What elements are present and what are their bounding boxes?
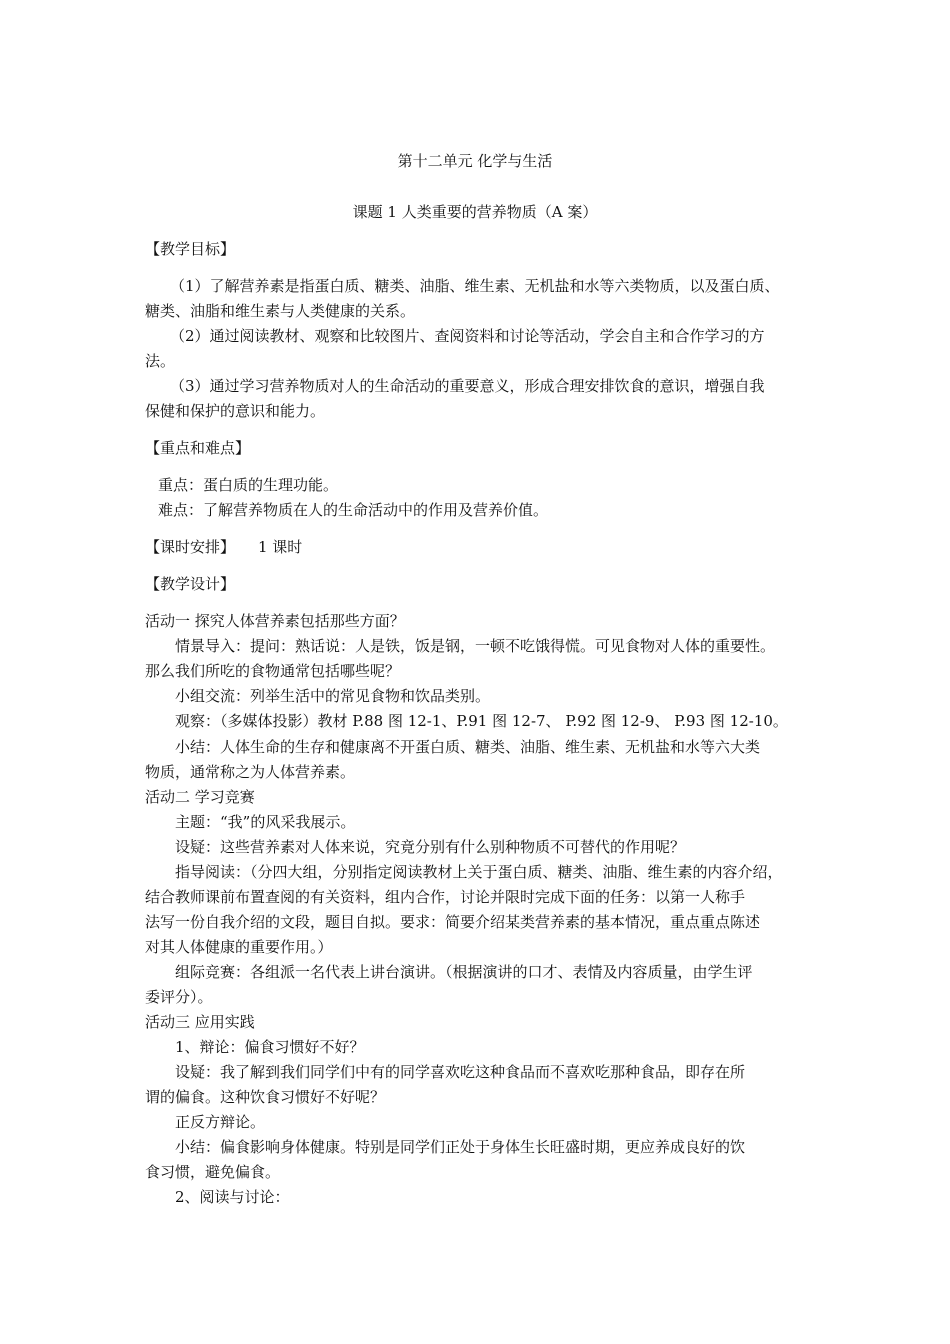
activity1-line: 观察：（多媒体投影）教材 P.88 图 12-1、P.91 图 12-7、 P.92 图 12-9、 P.93 图 12-10。 bbox=[175, 712, 788, 730]
activity1-line: 物质，通常称之为人体营养素。 bbox=[145, 763, 356, 781]
schedule-value: 1 课时 bbox=[258, 538, 303, 556]
activity2-line: 设疑：这些营养素对人体来说，究竟分别有什么别种物质不可替代的作用呢？ bbox=[175, 838, 686, 856]
activity1-title: 活动一 探究人体营养素包括那些方面？ bbox=[145, 612, 405, 630]
objective-line: 保健和保护的意识和能力。 bbox=[145, 402, 326, 420]
activity3-line: 食习惯，避免偏食。 bbox=[145, 1163, 281, 1181]
key-point: 重点：蛋白质的生理功能。 bbox=[158, 476, 339, 494]
design-heading: 【教学设计】 bbox=[145, 575, 236, 593]
objectives-heading: 【教学目标】 bbox=[145, 240, 236, 258]
activity3-line: 谓的偏食。这种饮食习惯好不好呢？ bbox=[145, 1088, 386, 1106]
activity1-line: 小结：人体生命的生存和健康离不开蛋白质、糖类、油脂、维生素、无机盐和水等六大类 bbox=[175, 738, 761, 756]
activity2-line: 对其人体健康的重要作用。） bbox=[145, 938, 333, 956]
objective-line: （3）通过学习营养物质对人的生命活动的重要意义，形成合理安排饮食的意识，增强自我 bbox=[170, 377, 765, 395]
activity2-line: 结合教师课前布置查阅的有关资料，组内合作，讨论并限时完成下面的任务：以第一人称手 bbox=[145, 888, 746, 906]
difficult-point: 难点：了解营养物质在人的生命活动中的作用及营养价值。 bbox=[158, 501, 549, 519]
activity3-line: 设疑：我了解到我们同学们中有的同学喜欢吃这种食品而不喜欢吃那种食品，即存在所 bbox=[175, 1063, 746, 1081]
objective-line: （1）了解营养素是指蛋白质、糖类、油脂、维生素、无机盐和水等六类物质，以及蛋白质、 bbox=[170, 277, 780, 295]
objective-line: 糖类、油脂和维生素与人类健康的关系。 bbox=[145, 302, 416, 320]
unit-title: 第十二单元 化学与生活 bbox=[397, 152, 553, 170]
activity1-line: 小组交流：列举生活中的常见食物和饮品类别。 bbox=[175, 687, 491, 705]
activity3-title: 活动三 应用实践 bbox=[145, 1013, 255, 1031]
activity1-line: 情景导入：提问：熟话说：人是铁，饭是钢，一顿不吃饿得慌。可见食物对人体的重要性。 bbox=[175, 637, 776, 655]
activity2-line: 主题：“我”的风采我展示。 bbox=[175, 813, 356, 831]
activity3-line: 正反方辩论。 bbox=[175, 1113, 266, 1131]
lesson-title: 课题 1 人类重要的营养物质（A 案） bbox=[352, 203, 598, 221]
activity2-title: 活动二 学习竞赛 bbox=[145, 788, 255, 806]
activity1-line: 那么我们所吃的食物通常包括哪些呢？ bbox=[145, 662, 401, 680]
activity2-line: 组际竞赛：各组派一名代表上讲台演讲。（根据演讲的口才、表情及内容质量，由学生评 bbox=[175, 963, 753, 981]
activity3-line: 1、辩论：偏食习惯好不好？ bbox=[175, 1038, 365, 1056]
schedule-heading: 【课时安排】 bbox=[145, 538, 236, 556]
activity2-line: 委评分）。 bbox=[145, 988, 213, 1006]
activity3-line: 2、阅读与讨论： bbox=[175, 1188, 290, 1206]
activity2-line: 法写一份自我介绍的文段，题目自拟。要求：简要介绍某类营养素的基本情况，重点重点陈述 bbox=[145, 913, 761, 931]
objective-line: （2）通过阅读教材、观察和比较图片、查阅资料和讨论等活动，学会自主和合作学习的方 bbox=[170, 327, 765, 345]
key-points-heading: 【重点和难点】 bbox=[145, 439, 251, 457]
activity3-line: 小结：偏食影响身体健康。特别是同学们正处于身体生长旺盛时期，更应养成良好的饮 bbox=[175, 1138, 746, 1156]
objective-line: 法。 bbox=[145, 352, 176, 370]
activity2-line: 指导阅读：（分四大组，分别指定阅读教材上关于蛋白质、糖类、油脂、维生素的内容介绍， bbox=[175, 863, 783, 881]
